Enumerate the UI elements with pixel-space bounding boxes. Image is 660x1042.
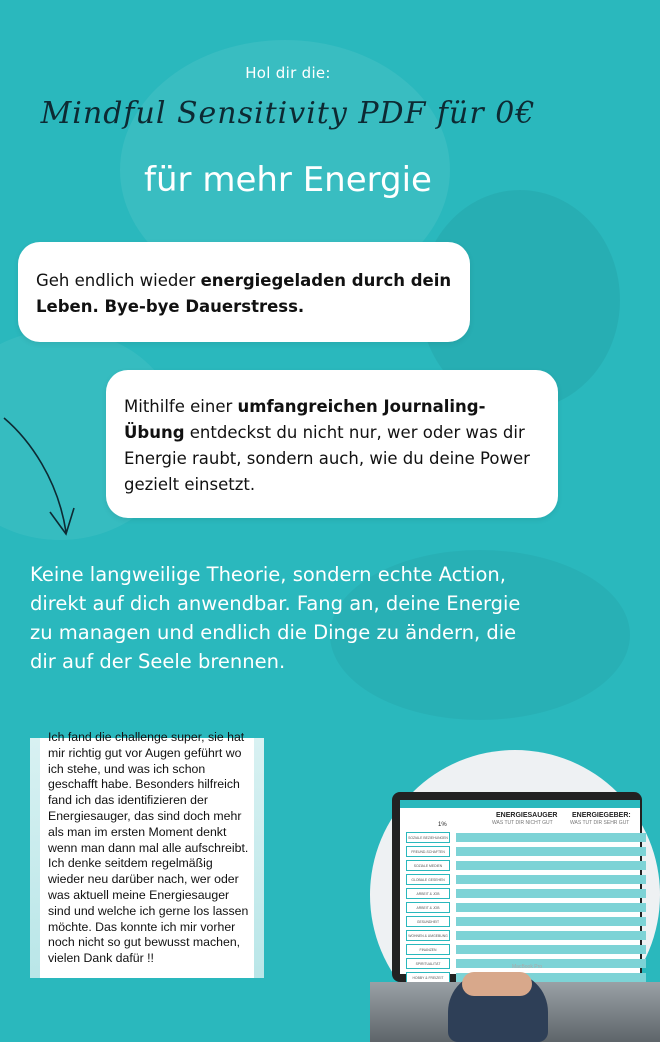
column-title: ENERGIEGEBER: (572, 812, 631, 819)
row-field (456, 945, 646, 954)
laptop-screen-frame (392, 792, 642, 982)
row-field (456, 847, 646, 856)
worksheet-rows (406, 832, 646, 986)
worksheet-row (406, 944, 646, 955)
intro-text: Hol dir die: (245, 64, 331, 82)
column-subtitle: WAS TUT DIR SEHR GUT (570, 820, 630, 826)
bubble-bold-text: umfangreichen Journaling-Übung (124, 397, 486, 442)
row-label: SOZIALE BEZIEHUNGEN (406, 832, 450, 843)
worksheet-row (406, 874, 646, 885)
arrow-icon (0, 400, 90, 550)
testimonial-card (30, 730, 264, 978)
worksheet-preview (400, 800, 640, 980)
row-label: FREUND-SCHAFTEN (406, 846, 450, 857)
column-title: ENERGIESAUGER (496, 812, 558, 819)
row-field (456, 917, 646, 926)
laptop-brand-label: MacBook Pro (512, 964, 543, 970)
hand-fingers (462, 972, 532, 996)
worksheet-row (406, 832, 646, 843)
column-subtitle: WAS TUT DIR NICHT GUT (492, 820, 553, 826)
worksheet-header-bar (400, 800, 640, 808)
row-label: GLOBALE GESEHEN (406, 874, 450, 885)
row-field (456, 959, 646, 968)
bubble-text: Mithilfe einer (124, 397, 238, 416)
product-title: Mindful Sensitivity PDF für 0€ (40, 96, 536, 131)
benefit-bubble-2 (106, 370, 558, 518)
row-field (456, 889, 646, 898)
worksheet-row (406, 916, 646, 927)
worksheet-row (406, 860, 646, 871)
row-field (456, 861, 646, 870)
row-label: ARBEIT & JOB (406, 902, 450, 913)
worksheet-row (406, 930, 646, 941)
headline: für mehr Energie (144, 160, 432, 200)
row-label: WOHNEN & UMGEBUNG (406, 930, 450, 941)
row-field (456, 931, 646, 940)
row-field (456, 875, 646, 884)
progress-percent: 1% (438, 822, 447, 828)
row-field (456, 833, 646, 842)
worksheet-row (406, 888, 646, 899)
description-text: Keine langweilige Theorie, sondern echte Action, direkt auf dich anwendbar. Fang an, deine Energie zu managen und endlich die Dinge zu ändern, die dir auf der Seele brennen. (30, 563, 521, 673)
row-label: ARBEIT & JOB (406, 888, 450, 899)
worksheet-row (406, 846, 646, 857)
testimonial-text: Ich fand die challenge super, sie hat mir richtig gut vor Augen geführt wo ich stehe, und was ich schon geschafft habe. Besonders hilfreich fand ich das identifizieren der Energiesauger, das sind doch mehr als man im ersten Moment denkt wenn man dann mal alle aufschreibt. Ich denke seitdem regelmäßig wieder neu darüber nach, wer oder was aktuell meine Energiesauger sind und welche ich gerne los lassen möchte. Das konnte ich mir vorher noch nicht so gut bewusst machen, vielen Dank dafür !! (48, 730, 249, 966)
row-label: GESUNDHEIT (406, 916, 450, 927)
row-label: SOZIALE MEDIEN (406, 860, 450, 871)
laptop-mockup-image (370, 750, 660, 1040)
benefit-bubble-1 (18, 242, 470, 342)
bubble-text: Geh endlich wieder (36, 271, 201, 290)
row-label: FINANZEN (406, 944, 450, 955)
row-label: HOBBY & FREIZEIT (406, 972, 450, 983)
bubble-text: entdeckst du nicht nur, wer oder was dir Energie raubt, sondern auch, wie du deine Power gezielt einsetzt. (124, 423, 530, 494)
row-label: SPIRITUALITÄT (406, 958, 450, 969)
worksheet-row (406, 902, 646, 913)
row-field (456, 903, 646, 912)
bubble-bold-text: energiegeladen durch dein Leben. Bye-bye Dauerstress. (36, 271, 452, 316)
